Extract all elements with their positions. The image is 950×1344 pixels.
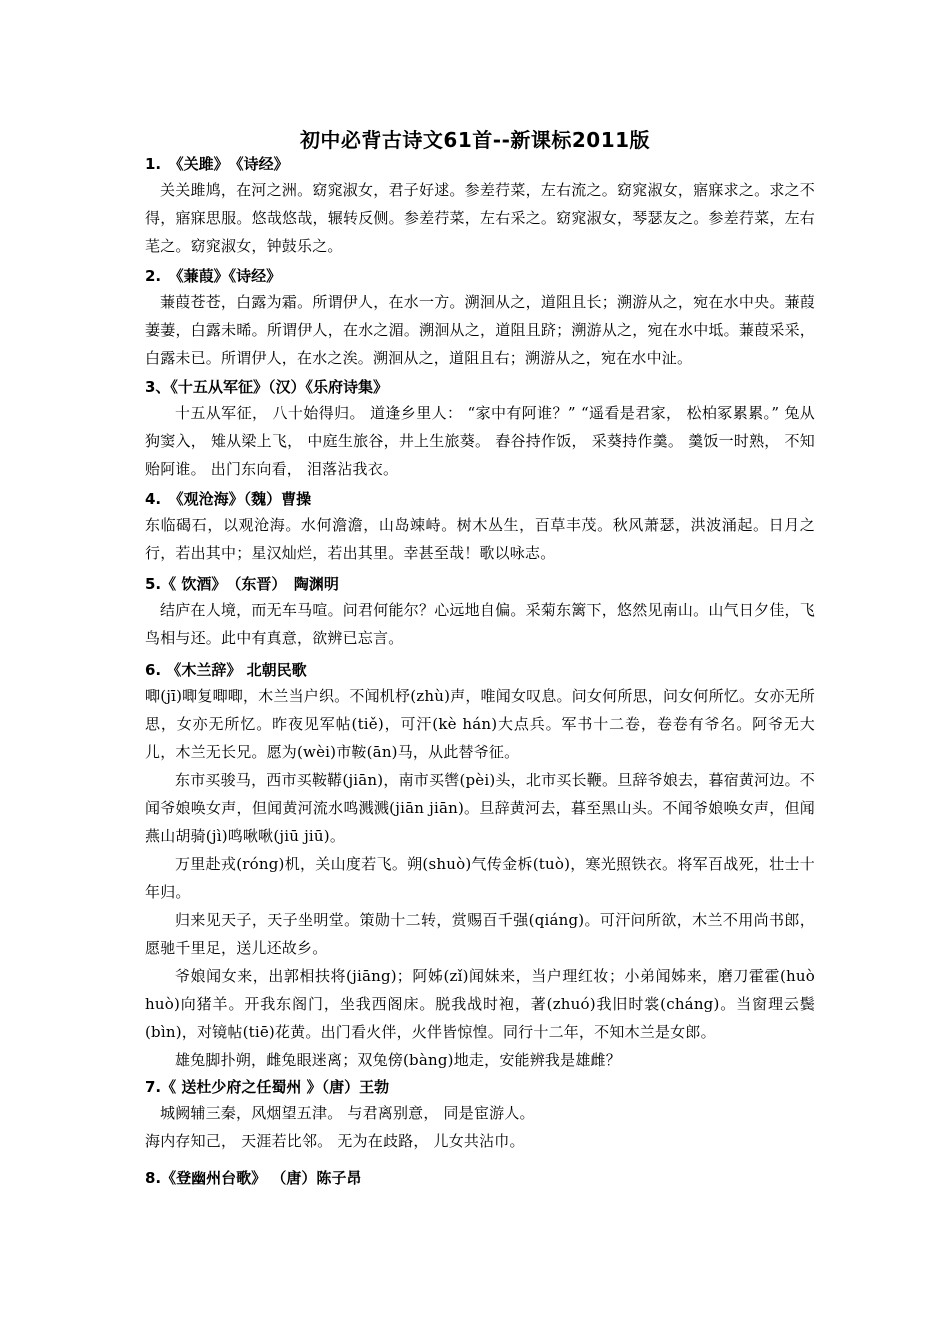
section-body-3	[145, 399, 815, 483]
poem-paragraph: 爷娘闻女来，出郭相扶将(jiāng)；阿姊(zǐ)闻妹来，当户理红妆；小弟闻姊来，磨刀霍霍(huò huò)向猪羊。开我东阁门，坐我西阁床。脱我战时袍，著(zhuó)我旧时裳(cháng)。当窗理云鬓(bìn)，对镜帖(tiē)花黄。出门看火伴，火伴皆惊惶。同行十二年，不知木兰是女郎。	[145, 967, 815, 1041]
section-heading-1: 1. 《关雎》 《诗经》	[145, 155, 289, 173]
section-body-2	[145, 288, 815, 372]
poem-paragraph: 十五从军征， 八十始得归。 道逢乡里人： “家中有阿谁？” “遥看是君家， 松柏冢累累。” 兔从狗窦入， 雉从梁上飞， 中庭生旅谷，井上生旅葵。 舂谷持作饭， 采葵持作羹。 羹饭一时熟， 不知贻阿谁。 出门东向看， 泪落沾我衣。	[145, 404, 815, 478]
section-heading-6: 6. 《木兰辞》 北朝民歌	[145, 661, 307, 679]
section-body-1	[145, 176, 815, 260]
poem-paragraph: 东临碣石，以观沧海。水何澹澹，山岛竦峙。树木丛生，百草丰茂。秋风萧瑟，洪波涌起。日月之行，若出其中；星汉灿烂，若出其里。幸甚至哉！歌以咏志。	[145, 516, 815, 562]
section-heading-2: 2. 《蒹葭》《诗经》	[145, 267, 282, 285]
poem-paragraph: 东市买骏马，西市买鞍鞯(jiān)，南市买辔(pèi)头，北市买长鞭。旦辞爷娘去，暮宿黄河边。不闻爷娘唤女声，但闻黄河流水鸣溅溅(jiān jiān)。旦辞黄河去，暮至黑山头。不闻爷娘唤女声，但闻燕山胡骑(jì)鸣啾啾(jiū jiū)。	[145, 771, 815, 845]
document-title: 初中必背古诗文61首--新课标2011版	[299, 128, 651, 152]
section-heading-4: 4. 《观沧海》（魏）曹操	[145, 490, 312, 508]
section-heading-3: 3、《十五从军征》（汉）《乐府诗集》	[145, 378, 388, 396]
section-heading-8: 8.《登幽州台歌》 （唐）陈子昂	[145, 1169, 362, 1187]
section-body-4	[145, 511, 815, 567]
poem-paragraph: 雄兔脚扑朔，雌兔眼迷离；双兔傍(bàng)地走，安能辨我是雄雌？	[175, 1051, 621, 1069]
section-heading-5: 5.《 饮酒》 （东晋） 陶渊明	[145, 575, 339, 593]
poem-paragraph: 万里赴戎(róng)机，关山度若飞。朔(shuò)气传金柝(tuò)，寒光照铁衣。将军百战死，壮士十年归。	[145, 855, 815, 901]
poem-paragraph: 唧(jī)唧复唧唧，木兰当户织。不闻机杼(zhù)声，唯闻女叹息。问女何所思，问女何所忆。女亦无所思，女亦无所忆。昨夜见军帖(tiě)，可汗(kè hán)大点兵。军书十二卷，卷卷有爷名。阿爷无大儿，木兰无长兄。愿为(wèi)市鞍(ān)马，从此替爷征。	[145, 687, 815, 761]
poem-paragraph: 蒹葭苍苍，白露为霜。所谓伊人，在水一方。溯洄从之，道阻且长；溯游从之，宛在水中央。蒹葭萋萋，白露未晞。所谓伊人，在水之湄。溯洄从之，道阻且跻；溯游从之，宛在水中坻。蒹葭采采，白露未已。所谓伊人，在水之涘。溯洄从之，道阻且右；溯游从之，宛在水中沚。	[145, 293, 815, 367]
poem-paragraph: 海内存知己， 天涯若比邻。 无为在歧路， 儿女共沾巾。	[145, 1132, 525, 1150]
poem-paragraph: 归来见天子，天子坐明堂。策勋十二转，赏赐百千强(qiáng)。可汗问所欲，木兰不用尚书郎，愿驰千里足，送儿还故乡。	[145, 911, 815, 957]
section-body-7	[145, 1099, 815, 1155]
poem-paragraph: 结庐在人境，而无车马喧。问君何能尔？心远地自偏。采菊东篱下，悠然见南山。山气日夕佳，飞鸟相与还。此中有真意，欲辨已忘言。	[145, 601, 815, 647]
poem-paragraph: 关关雎鸠，在河之洲。窈窕淑女，君子好逑。参差荇菜，左右流之。窈窕淑女，寤寐求之。求之不得，寤寐思服。悠哉悠哉，辗转反侧。参差荇菜，左右采之。窈窕淑女，琴瑟友之。参差荇菜，左右芼之。窈窕淑女，钟鼓乐之。	[145, 181, 815, 255]
poem-paragraph: 城阙辅三秦，风烟望五津。 与君离别意， 同是宦游人。	[160, 1104, 535, 1122]
section-body-5	[145, 596, 815, 652]
section-heading-7: 7.《 送杜少府之任蜀州 》（唐）王勃	[145, 1078, 390, 1096]
section-body-6	[145, 682, 815, 1074]
